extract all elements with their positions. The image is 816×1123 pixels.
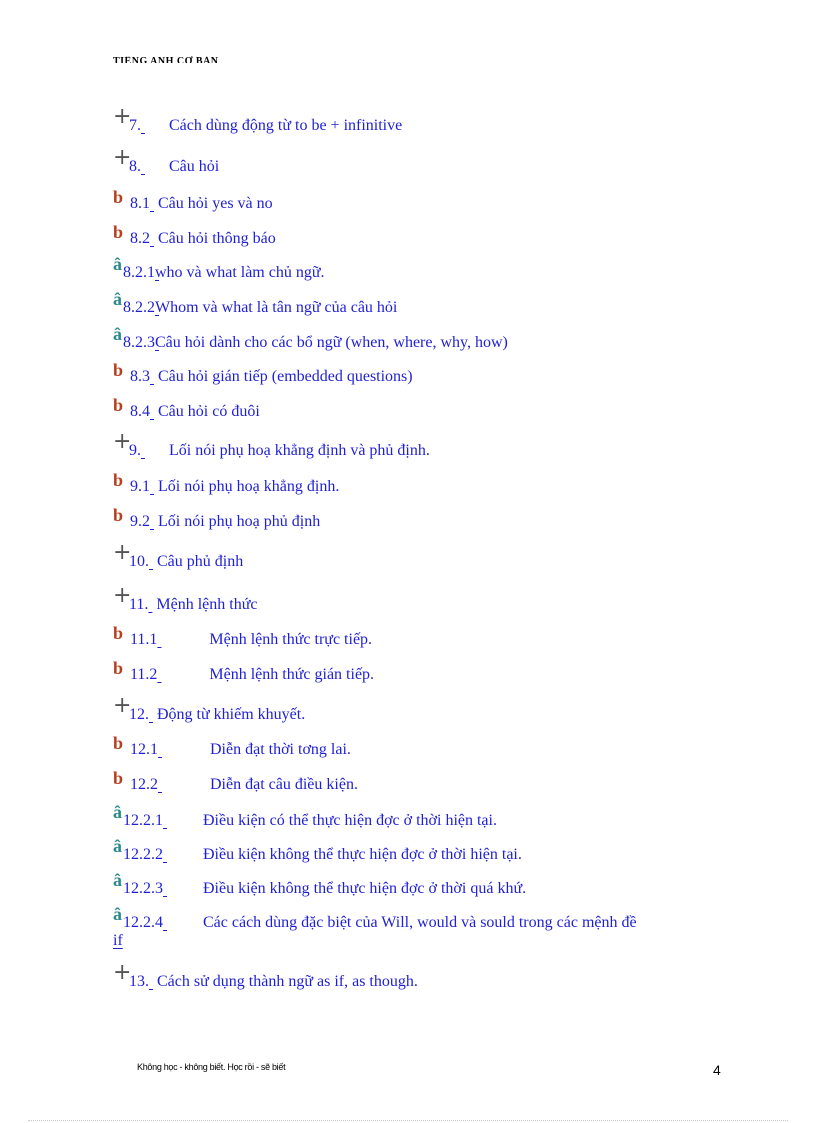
toc-number: 8.2 (130, 230, 150, 247)
level1-plus-icon: + (113, 960, 132, 985)
toc-number: 8.4 (130, 403, 150, 420)
toc-number: 12.1 (130, 741, 158, 758)
toc-number: 13. (129, 973, 149, 990)
toc-title: Mệnh lệnh thức gián tiếp. (209, 666, 375, 683)
toc-number: 8. (129, 158, 141, 175)
toc-link[interactable] (130, 368, 413, 386)
toc-number: 8.1 (130, 195, 150, 212)
level2-bullet-icon: b (113, 470, 124, 490)
toc-title: Câu hỏi thông báo (158, 230, 276, 247)
level2-bullet-icon: b (113, 505, 124, 525)
toc-number: 8.3 (130, 368, 150, 385)
toc-number: 7. (129, 117, 141, 134)
toc-title: Điều kiện không thể thực hiện đợc ở thời hiện tại. (203, 846, 522, 863)
toc-link[interactable] (130, 478, 339, 496)
level2-bullet-icon: b (113, 623, 124, 643)
toc-link[interactable] (130, 631, 372, 649)
level3-bullet-icon: â (113, 802, 122, 822)
toc-link[interactable] (129, 442, 430, 460)
running-header: TIẾNG ANH CƠ BẢN (113, 56, 219, 63)
toc-number: 11.1 (130, 631, 158, 648)
level1-plus-icon: + (113, 429, 132, 454)
toc-link[interactable] (129, 706, 305, 724)
toc-title: Điều kiện không thể thực hiện đợc ở thời quá khứ. (203, 880, 527, 897)
footer-motto: Không học - không biết. Học rồi - sẽ biết (137, 1062, 286, 1072)
toc-title: Câu hỏi có đuôi (158, 403, 260, 420)
toc-title: Diễn đạt thời tơng lai. (210, 741, 351, 758)
level3-bullet-icon: â (113, 870, 122, 890)
toc-title: Câu hỏi yes và no (158, 195, 273, 212)
toc-title: Câu hỏi gián tiếp (embedded questions) (158, 368, 413, 385)
toc-link[interactable] (129, 158, 219, 176)
toc-title: Điều kiện có thể thực hiện đợc ở thời hiện tại. (203, 812, 497, 829)
toc-number: 9.1 (130, 478, 150, 495)
level1-plus-icon: + (113, 583, 132, 608)
level2-bullet-icon: b (113, 395, 124, 415)
toc-number: 12.2.2 (123, 846, 163, 863)
level1-plus-icon: + (113, 145, 132, 170)
toc-title: Cách dùng động từ to be + infinitive (169, 117, 403, 134)
toc-link[interactable] (123, 264, 325, 282)
level3-bullet-icon: â (113, 289, 122, 309)
page-bottom-border (28, 1120, 788, 1121)
toc-title: Động từ khiếm khuyết. (157, 706, 306, 723)
toc-title: Lối nói phụ hoạ khẳng định. (158, 478, 340, 495)
level2-bullet-icon: b (113, 658, 124, 678)
toc-link[interactable] (130, 403, 260, 421)
level3-bullet-icon: â (113, 324, 122, 344)
toc-title: Mệnh lệnh thức (156, 596, 258, 613)
toc-number: 12.2.3 (123, 880, 163, 897)
toc-link[interactable] (130, 666, 374, 684)
toc-title: Câu hỏi (169, 158, 220, 175)
toc-number: 12.2 (130, 776, 158, 793)
toc-number: 10. (129, 553, 149, 570)
level2-bullet-icon: b (113, 222, 124, 242)
level2-bullet-icon: b (113, 360, 124, 380)
toc-link[interactable] (123, 846, 522, 864)
toc-number: 11. (129, 596, 149, 613)
toc-link[interactable] (123, 334, 508, 352)
toc-title: Mệnh lệnh thức trực tiếp. (209, 631, 373, 648)
toc-link[interactable] (123, 914, 637, 932)
toc-number: 12.2.4 (123, 914, 163, 931)
level3-bullet-icon: â (113, 836, 122, 856)
toc-link[interactable] (123, 880, 526, 898)
toc-link[interactable] (129, 553, 243, 571)
level3-bullet-icon: â (113, 254, 122, 274)
toc-link[interactable] (129, 117, 402, 135)
toc-link[interactable] (123, 812, 497, 830)
toc-title: Lối nói phụ hoạ khẳng định và phủ định. (169, 442, 430, 459)
toc-number: 9. (129, 442, 141, 459)
toc-title: Lối nói phụ hoạ phủ định (158, 513, 321, 530)
toc-title: Các cách dùng đặc biệt của Will, would và sould trong các mệnh đề (203, 914, 637, 931)
toc-title: Câu phủ định (157, 553, 244, 570)
toc-number: 8.2.2 (123, 299, 155, 316)
toc-link[interactable] (129, 596, 258, 614)
level2-bullet-icon: b (113, 733, 124, 753)
toc-title: Diễn đạt câu điều kiện. (210, 776, 358, 793)
toc-link[interactable] (130, 230, 276, 248)
page-number: 4 (713, 1062, 721, 1078)
toc-title: Cách sử dụng thành ngữ as if, as though. (157, 973, 418, 990)
toc-link[interactable] (129, 973, 418, 991)
toc-title: Câu hỏi dành cho các bổ ngữ (when, where, why, how) (155, 334, 508, 351)
level2-bullet-icon: b (113, 187, 124, 207)
toc-link[interactable] (130, 195, 273, 213)
toc-link[interactable] (130, 741, 351, 759)
toc-title: Whom và what là tân ngữ của câu hỏi (155, 299, 398, 316)
level2-bullet-icon: b (113, 768, 124, 788)
toc-title: who và what làm chủ ngữ. (155, 264, 325, 281)
level3-bullet-icon: â (113, 904, 122, 924)
toc-number: 12. (129, 706, 149, 723)
toc-number: 8.2.3 (123, 334, 155, 351)
toc-title-continuation[interactable]: if (113, 932, 123, 949)
toc-link[interactable] (130, 776, 358, 794)
level1-plus-icon: + (113, 104, 132, 129)
toc-number: 11.2 (130, 666, 158, 683)
toc-link[interactable] (123, 299, 397, 317)
level1-plus-icon: + (113, 540, 132, 565)
toc-link[interactable] (130, 513, 320, 531)
level1-plus-icon: + (113, 693, 132, 718)
toc-number: 12.2.1 (123, 812, 163, 829)
toc-number: 8.2.1 (123, 264, 155, 281)
toc-number: 9.2 (130, 513, 150, 530)
